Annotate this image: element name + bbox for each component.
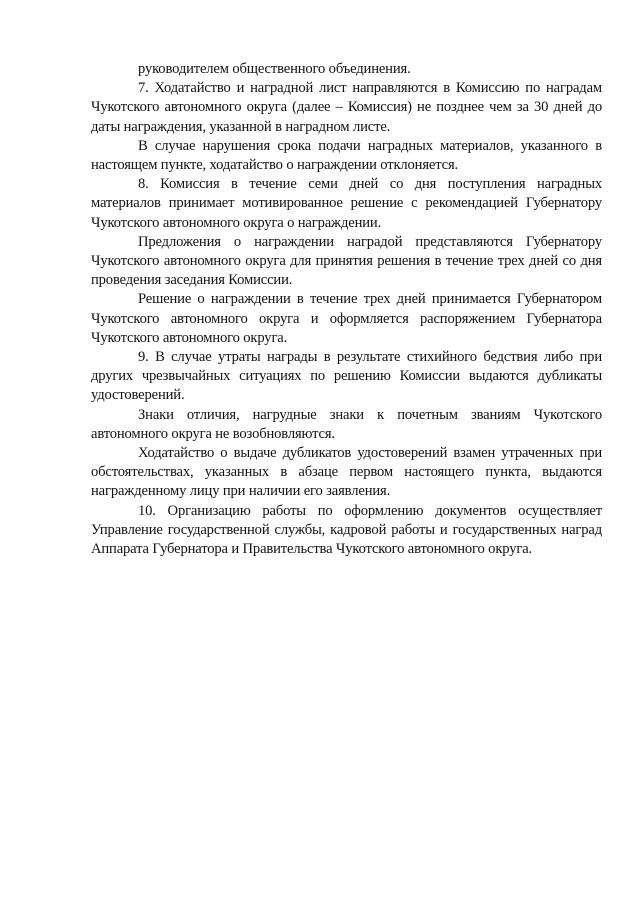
- paragraph-proposals: Предложения о награждении наградой представляются Губернатору Чукотского автономного округа для принятия решения в течение трех дней со дня проведения заседания Комиссии.: [91, 233, 602, 289]
- paragraph-continuation: руководителем общественного объединения.: [138, 61, 411, 77]
- paragraph-decision: Решение о награждении в течение трех дней принимается Губернатором Чукотского автономного округа и оформляется распоряжением Губернатора Чукотского автономного округа.: [91, 291, 602, 346]
- paragraph-item-8: 8. Комиссия в течение семи дней со дня поступления наградных материалов принимает мотивированное решение с рекомендацией Губернатору Чукотского автономного округа о награждении.: [91, 176, 602, 231]
- paragraph-duplicates-petition: Ходатайство о выдаче дубликатов удостоверений взамен утраченных при обстоятельствах, указанных в абзаце первом настоящего пункта, выдаются награжденному лицу при наличии его заявления.: [91, 445, 602, 500]
- paragraph-deadline-violation: В случае нарушения срока подачи наградных материалов, указанного в настоящем пункте, ходатайство о награждении отклоняется.: [91, 137, 602, 174]
- paragraph-insignia: Знаки отличия, нагрудные знаки к почетным званиям Чукотского автономного округа не возобновляются.: [91, 406, 602, 442]
- document-body: [91, 60, 602, 559]
- paragraph-item-10: 10. Организацию работы по оформлению документов осуществляет Управление государственной службы, кадровой работы и государственных наград Аппарата Губернатора и Правительства Чукотского автономного округа.: [91, 502, 602, 558]
- paragraph-item-7: 7. Ходатайство и наградной лист направляются в Комиссию по наградам Чукотского автономного округа (далее – Комиссия) не позднее чем за 30 дней до даты награждения, указанной в наградном листе.: [91, 80, 602, 135]
- paragraph-item-9: 9. В случае утраты награды в результате стихийного бедствия либо при других чрезвычайных ситуациях по решению Комиссии выдаются дубликаты удостоверений.: [91, 349, 602, 404]
